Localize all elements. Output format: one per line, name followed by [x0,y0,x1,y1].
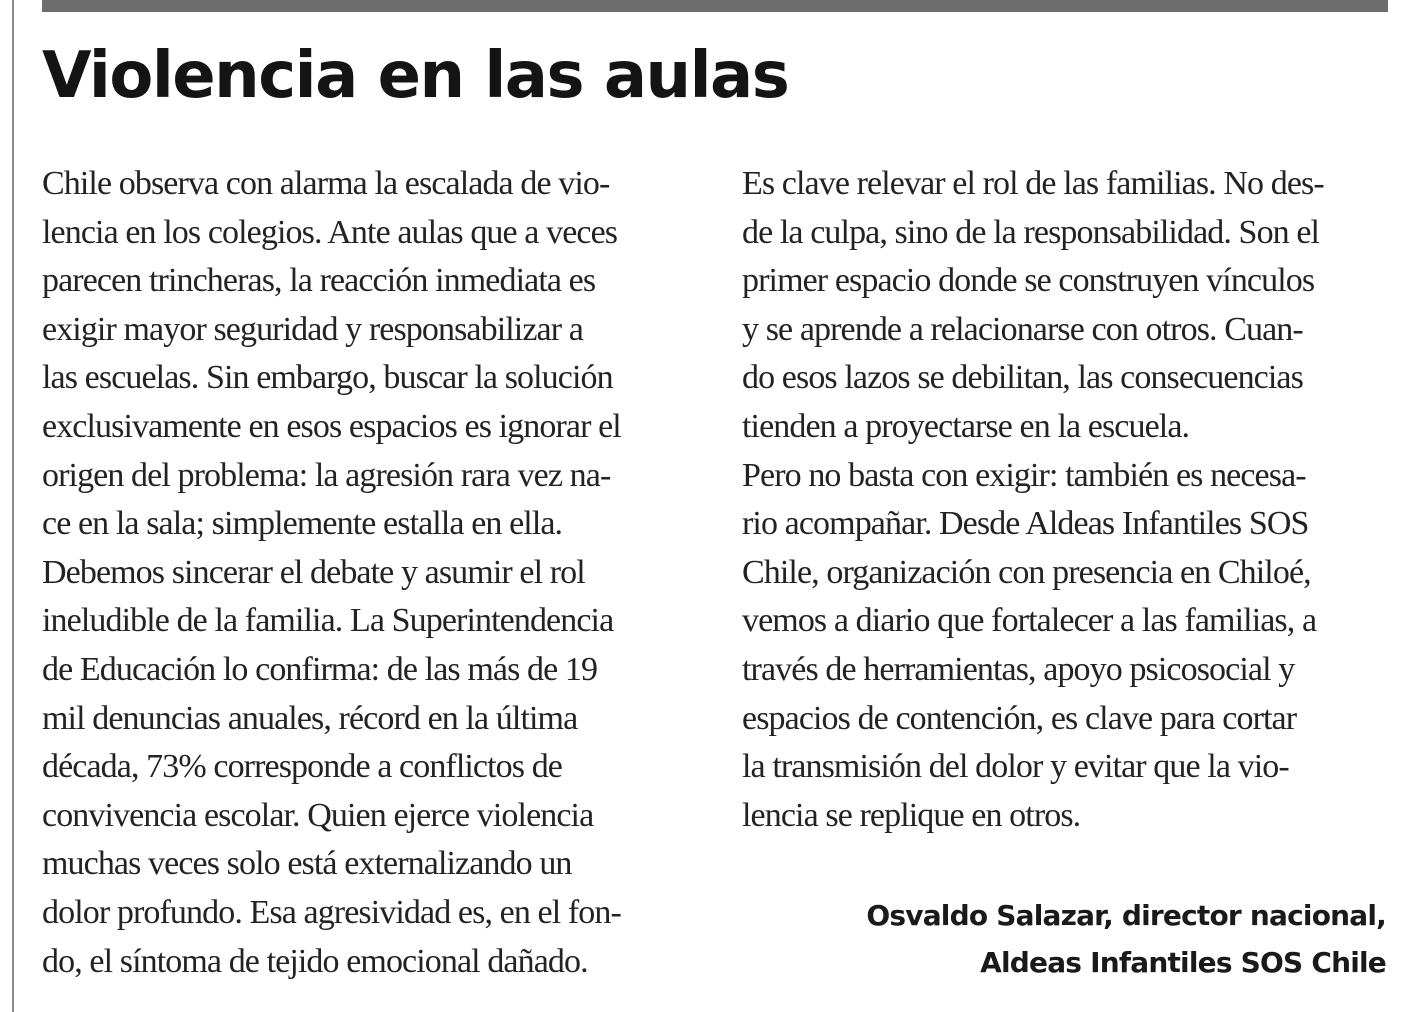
text-line: y se aprende a relacionarse con otros. Cuan- [742,310,1303,348]
text-line: muchas veces solo está externalizando un [42,845,572,883]
text-line: las escuelas. Sin embargo, buscar la solución [42,359,613,397]
author-signature [866,892,1386,986]
article-column-left [42,160,692,986]
text-line: Debemos sincerar el debate y asumir el rol [42,553,585,591]
text-line: do, el síntoma de tejido emocional dañado. [42,942,588,980]
text-line: lencia se replique en otros. [742,796,1081,834]
article-title: Violencia en las aulas [42,39,789,113]
text-line: ce en la sala; simplemente estalla en ella. [42,505,563,543]
article-column-right [742,160,1392,840]
text-line: convivencia escolar. Quien ejerce violencia [42,796,594,834]
text-line: rio acompañar. Desde Aldeas Infantiles SOS [742,505,1309,543]
text-line: de la culpa, sino de la responsabilidad. Son el [742,213,1320,251]
text-line: Chile observa con alarma la escalada de vio- [42,165,610,202]
text-line: década, 73% corresponde a conflictos de [42,748,562,786]
text-line: tienden a proyectarse en la escuela. [742,407,1190,445]
author-name-title: Osvaldo Salazar, director nacional, [866,899,1386,932]
text-line: espacios de contención, es clave para cortar [742,699,1297,737]
text-line: parecen trincheras, la reacción inmediata es [42,262,596,300]
text-line: mil denuncias anuales, récord en la última [42,699,578,737]
section-header-bar [42,0,1388,12]
author-organization: Aldeas Infantiles SOS Chile [980,946,1386,979]
text-line: vemos a diario que fortalecer a las familias, a [742,602,1317,640]
text-line: do esos lazos se debilitan, las consecuencias [742,359,1303,397]
text-line: Pero no basta con exigir: también es necesa- [742,456,1306,494]
text-line: primer espacio donde se construyen vínculos [742,262,1315,300]
text-line: Es clave relevar el rol de las familias. No des- [742,165,1324,202]
text-line: exclusivamente en esos espacios es ignorar el [42,407,621,445]
text-line: Chile, organización con presencia en Chiloé, [742,553,1311,591]
text-line: ineludible de la familia. La Superintendencia [42,602,614,640]
text-line: exigir mayor seguridad y responsabilizar a [42,310,583,348]
text-line: de Educación lo confirma: de las más de 19 [42,650,598,688]
text-line: la transmisión del dolor y evitar que la vio- [742,748,1289,786]
text-line: través de herramientas, apoyo psicosocial y [742,650,1295,688]
text-line: dolor profundo. Esa agresividad es, en el fon- [42,893,621,931]
text-line: lencia en los colegios. Ante aulas que a veces [42,213,618,251]
column-rule [12,0,14,1012]
text-line: origen del problema: la agresión rara vez na- [42,456,611,494]
